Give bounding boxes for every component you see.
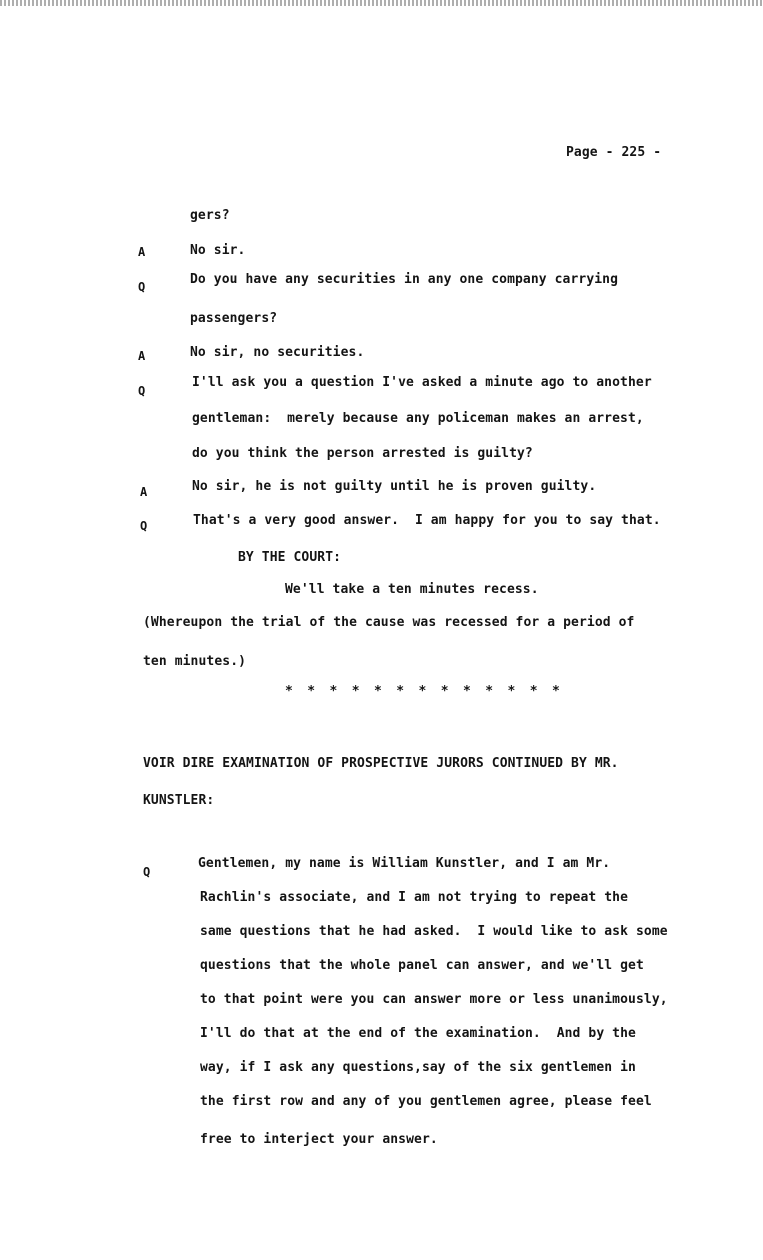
question-line: the first row and any of you gentlemen agree, please feel xyxy=(200,1094,652,1109)
court-statement: We'll take a ten minutes recess. xyxy=(285,582,539,597)
speaker-answer: A xyxy=(140,485,148,499)
question-line: Rachlin's associate, and I am not trying to repeat the xyxy=(200,890,629,905)
speaker-question: Q xyxy=(138,280,146,294)
recess-note-line: (Whereupon the trial of the cause was recessed for a period of xyxy=(143,615,635,630)
question-line: free to interject your answer. xyxy=(200,1132,438,1147)
speaker-question: Q xyxy=(143,865,151,879)
answer-line: No sir. xyxy=(190,243,246,258)
recess-note-line: ten minutes.) xyxy=(143,654,247,669)
question-line: I'll do that at the end of the examination. And by the xyxy=(200,1026,636,1041)
section-heading: KUNSTLER: xyxy=(143,793,215,808)
court-heading: BY THE COURT: xyxy=(238,550,342,565)
question-line: questions that the whole panel can answer, and we'll get xyxy=(200,958,644,973)
transcript-line: gers? xyxy=(190,208,230,223)
page-top-edge xyxy=(0,0,763,6)
question-line: Gentlemen, my name is William Kunstler, and I am Mr. xyxy=(198,856,611,871)
question-line: gentleman: merely because any policeman makes an arrest, xyxy=(192,411,644,426)
section-heading: VOIR DIRE EXAMINATION OF PROSPECTIVE JURORS CONTINUED BY MR. xyxy=(143,756,619,771)
page-number: Page - 225 - xyxy=(566,145,662,160)
question-line: to that point were you can answer more or less unanimously, xyxy=(200,992,668,1007)
question-line: way, if I ask any questions,say of the six gentlemen in xyxy=(200,1060,636,1075)
section-separator: * * * * * * * * * * * * * xyxy=(285,684,564,699)
speaker-answer: A xyxy=(138,349,146,363)
speaker-question: Q xyxy=(140,519,148,533)
question-line: Do you have any securities in any one company carrying xyxy=(190,272,619,287)
question-line: same questions that he had asked. I would like to ask some xyxy=(200,924,668,939)
question-line: do you think the person arrested is guilty? xyxy=(192,446,533,461)
answer-line: No sir, he is not guilty until he is proven guilty. xyxy=(192,479,597,494)
speaker-question: Q xyxy=(138,384,146,398)
question-line: I'll ask you a question I've asked a minute ago to another xyxy=(192,375,652,390)
speaker-answer: A xyxy=(138,245,146,259)
question-line: passengers? xyxy=(190,311,278,326)
answer-line: No sir, no securities. xyxy=(190,345,365,360)
question-line: That's a very good answer. I am happy for you to say that. xyxy=(193,513,661,528)
